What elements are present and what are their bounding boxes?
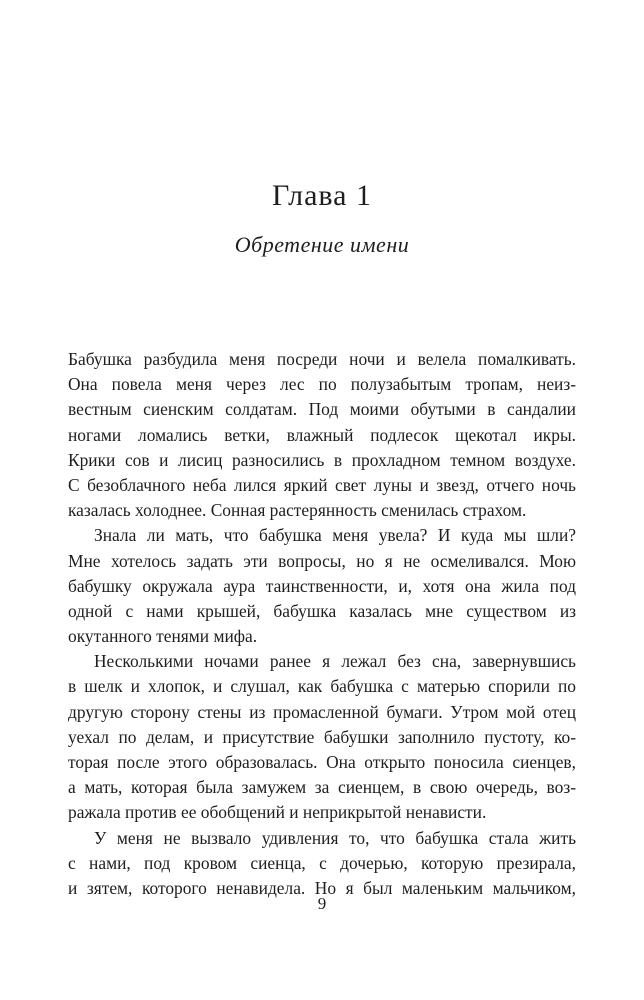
text-line: У меня не вызвало удивления то, что бабушка стала жить: [94, 827, 576, 848]
text-line: а мать, которая была замужем за сиенцем, в свою очередь, воз-: [68, 777, 576, 798]
text-line: торая после этого образовалась. Она открыто поносила сиенцев,: [68, 752, 576, 772]
text-line: с нами, под кровом сиенца, с дочерью, которую презирала,: [68, 852, 576, 873]
text-line: одной с нами крышей, бабушка казалась мне существом из: [68, 600, 576, 621]
text-line: Мне хотелось задать эти вопросы, но я не осмеливался. Мою: [68, 550, 576, 571]
text-line: другую сторону стены из промасленной бумаги. Утром мой отец: [68, 701, 576, 722]
text-line: Несколькими ночами ранее я лежал без сна, завернувшись: [94, 651, 576, 672]
body-text: [68, 347, 576, 901]
text-line: казалась холоднее. Сонная растерянность сменилась страхом.: [68, 500, 527, 521]
text-line: в шелк и хлопок, и слушал, как бабушка с матерью спорили по: [68, 676, 576, 697]
text-line: и зятем, которого ненавидела. Но я был маленьким мальчиком,: [68, 877, 576, 898]
text-line: ражала против ее обобщений и неприкрытой ненависти.: [68, 802, 487, 823]
text-line: окутанного тенями мифа.: [68, 626, 258, 647]
text-line: Знала ли мать, что бабушка меня увела? И куда мы шли?: [94, 525, 576, 546]
text-line: уехал по делам, и присутствие бабушки заполнило пустоту, ко-: [68, 726, 576, 747]
text-line: ногами ломались ветки, влажный подлесок щекотал икры.: [68, 424, 576, 445]
text-line: Бабушка разбудила меня посреди ночи и велела помалкивать.: [68, 349, 576, 369]
text-line: С безоблачного неба лился яркий свет луны и звезд, отчего ночь: [68, 474, 576, 495]
text-line: Она повела меня через лес по полузабытым тропам, неиз-: [68, 374, 576, 395]
page-number: 9: [317, 894, 327, 913]
text-line: вестным сиенским солдатам. Под моими обутыми в сандалии: [68, 399, 576, 420]
text-line: Крики сов и лисиц разносились в прохладном темном воздухе.: [68, 449, 576, 470]
chapter-title: Глава 1: [272, 179, 372, 212]
text-line: бабушку окружала аура таинственности, и, хотя она жила под: [68, 575, 576, 596]
chapter-subtitle: Обретение имени: [234, 232, 410, 257]
